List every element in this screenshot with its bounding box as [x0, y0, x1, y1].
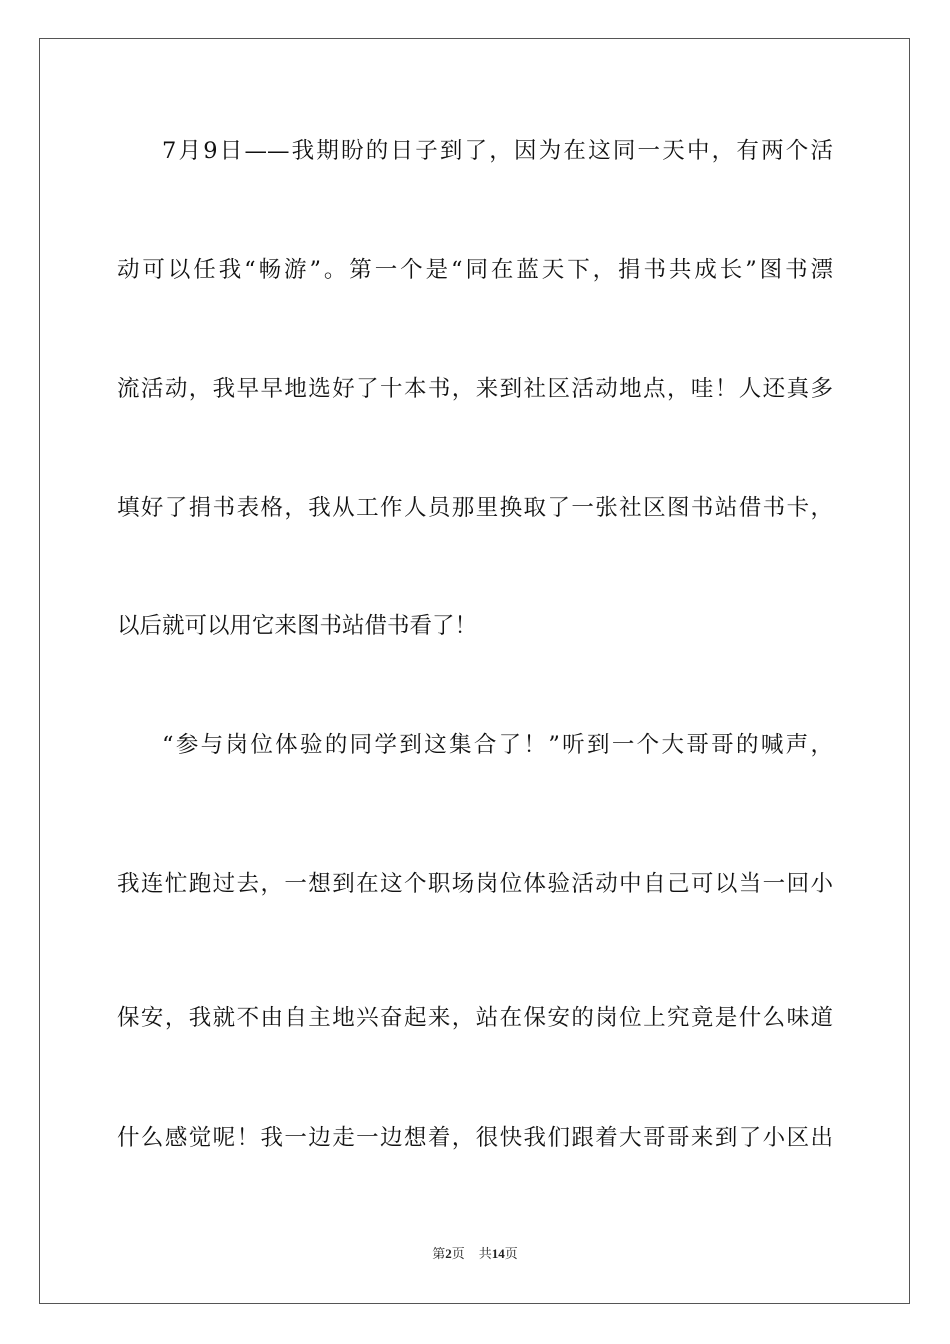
paragraph-2-line-4: 什么感觉呢！我一边走一边想着，很快我们跟着大哥哥来到了小区出: [117, 1125, 833, 1151]
page-footer: [0, 1245, 950, 1263]
paragraph-1-line-4: 填好了捐书表格，我从工作人员那里换取了一张社区图书站借书卡，: [117, 495, 833, 521]
paragraph-1-line-1: 7月9日——我期盼的日子到了，因为在这同一天中，有两个活: [162, 138, 833, 164]
page-unit: 页: [451, 1246, 465, 1261]
paragraph-2-line-2: 我连忙跑过去，一想到在这个职场岗位体验活动中自己可以当一回小: [117, 871, 833, 897]
paragraph-2-line-3: 保安，我就不由自主地兴奋起来，站在保安的岗位上究竟是什么味道: [117, 1005, 833, 1031]
paragraph-2-line-1: “参与岗位体验的同学到这集合了！”听到一个大哥哥的喊声，: [162, 732, 833, 758]
paragraph-1-line-2: 动可以任我“畅游”。第一个是“同在蓝天下，捐书共成长”图书漂: [117, 257, 833, 283]
total-unit: 页: [504, 1246, 518, 1261]
page-prefix: 第: [432, 1246, 446, 1261]
paragraph-1-line-5: 以后就可以用它来图书站借书看了！: [117, 613, 478, 639]
total-prefix: 共: [478, 1246, 492, 1261]
page-border: [39, 38, 910, 1304]
page-total: 14: [491, 1246, 505, 1261]
paragraph-1-line-3: 流活动，我早早地选好了十本书，来到社区活动地点，哇！人还真多: [117, 376, 833, 402]
page-current: 2: [445, 1246, 452, 1261]
